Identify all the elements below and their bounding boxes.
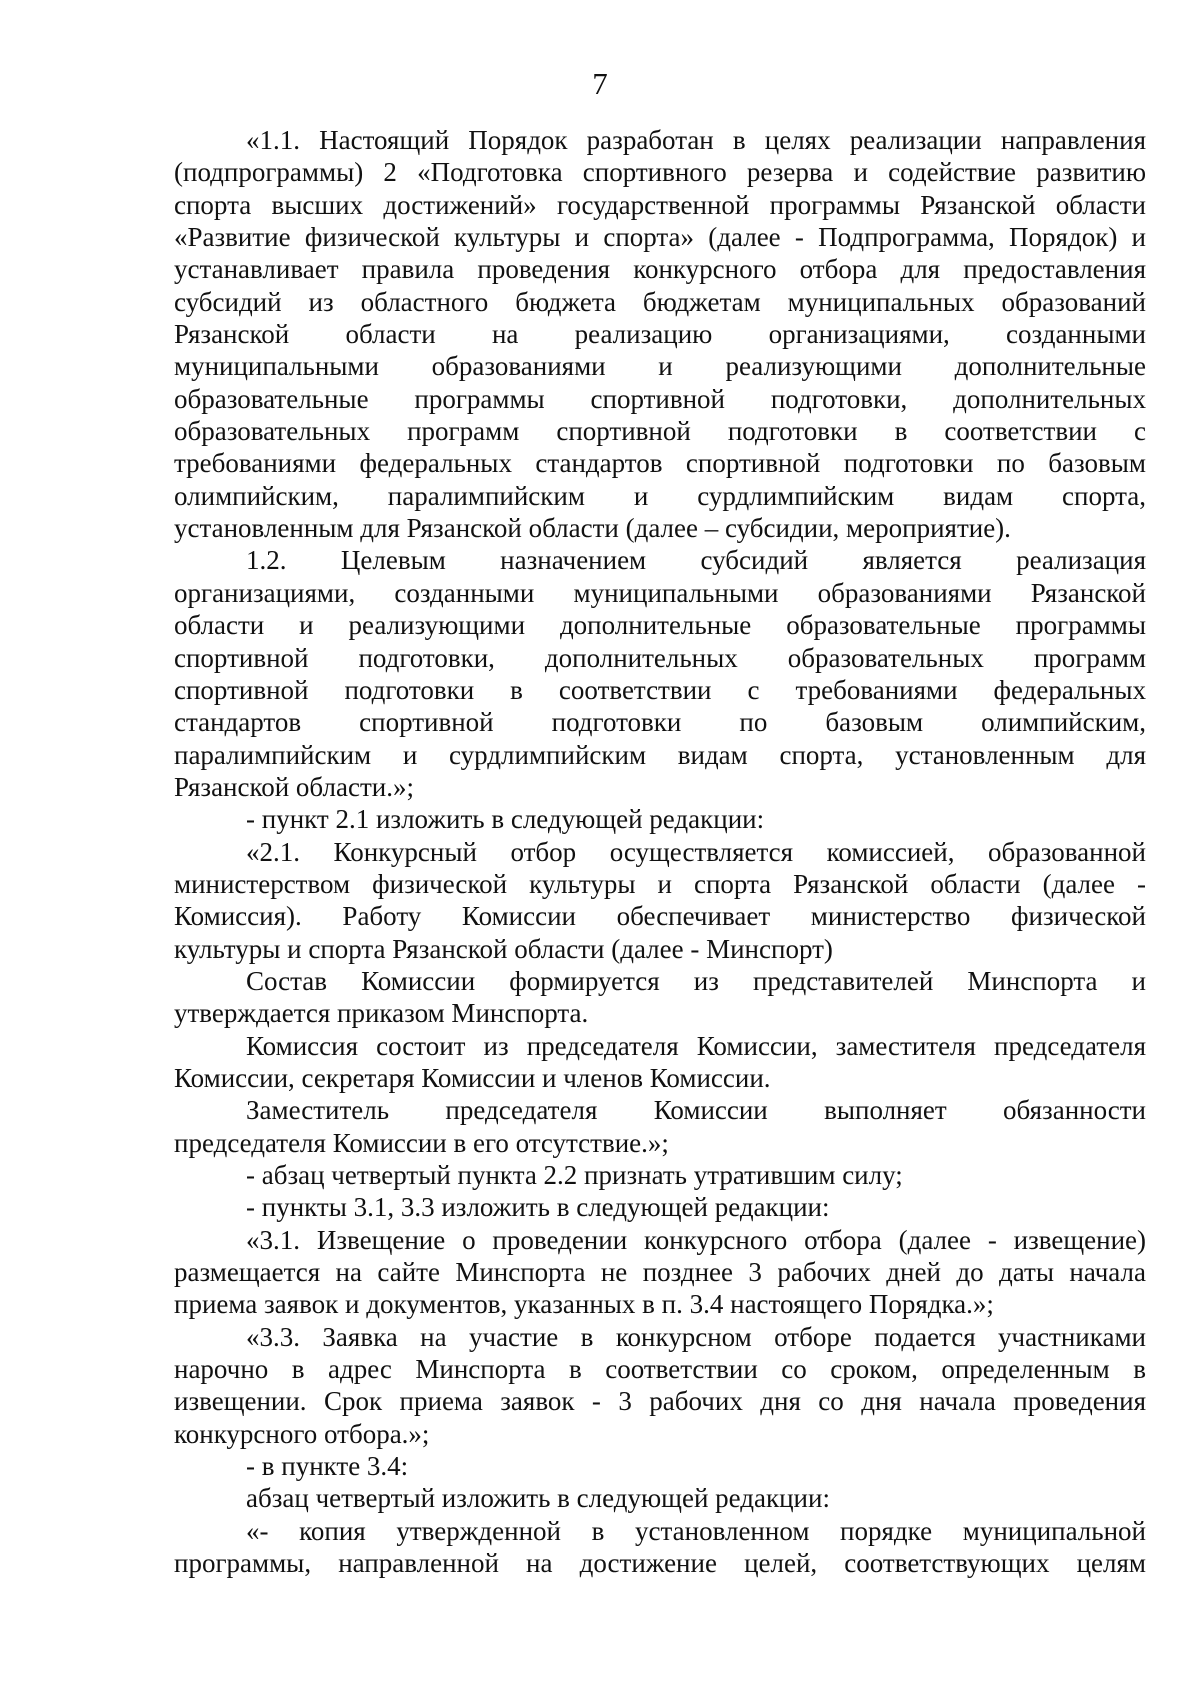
text-line: субсидий из областного бюджета бюджетам муниципальных образований: [174, 286, 1146, 317]
text-line: - пункт 2.1 изложить в следующей редакции:: [246, 804, 765, 835]
text-line: организациями, созданными муниципальными образованиями Рязанской: [174, 577, 1146, 608]
page-number: 7: [592, 66, 608, 101]
text-line: извещении. Срок приема заявок - 3 рабочих дня со дня начала проведения: [174, 1386, 1146, 1417]
text-line: «3.1. Извещение о проведении конкурсного отбора (далее - извещение): [246, 1224, 1146, 1255]
text-line: спортивной подготовки, дополнительных образовательных программ: [174, 642, 1146, 673]
text-line: приема заявок и документов, указанных в п. 3.4 настоящего Порядка.»;: [174, 1289, 994, 1320]
text-line: «- копия утвержденной в установленном порядке муниципальной: [246, 1515, 1146, 1546]
text-line: - абзац четвертый пункта 2.2 признать утратившим силу;: [246, 1160, 903, 1190]
text-line: установленным для Рязанской области (далее – субсидии, мероприятие).: [174, 513, 1011, 544]
text-line: муниципальными образованиями и реализующими дополнительные: [174, 351, 1146, 382]
text-line: конкурсного отбора.»;: [174, 1418, 430, 1449]
text-line: Комиссии, секретаря Комиссии и членов Комиссии.: [174, 1062, 771, 1093]
text-line: программы, направленной на достижение целей, соответствующих целям: [174, 1548, 1146, 1579]
text-line: председателя Комиссии в его отсутствие.»;: [174, 1127, 669, 1158]
text-line: Заместитель председателя Комиссии выполняет обязанности: [246, 1095, 1146, 1126]
text-line: утверждается приказом Минспорта.: [174, 998, 589, 1029]
text-line: стандартов спортивной подготовки по базовым олимпийским,: [174, 707, 1146, 738]
text-line: - в пункте 3.4:: [246, 1451, 409, 1482]
text-line: «Развитие физической культуры и спорта» (далее - Подпрограмма, Порядок) и: [174, 222, 1146, 253]
text-line: нарочно в адрес Минспорта в соответствии со сроком, определенным в: [174, 1354, 1146, 1385]
text-line: Рязанской области на реализацию организациями, созданными: [174, 319, 1146, 350]
text-line: 1.2. Целевым назначением субсидий является реализация: [246, 545, 1146, 576]
text-line: - пункты 3.1, 3.3 изложить в следующей редакции:: [246, 1192, 830, 1223]
text-line: олимпийским, паралимпийским и сурдлимпийским видам спорта,: [174, 480, 1146, 511]
text-line: области и реализующими дополнительные образовательные программы: [174, 610, 1146, 641]
text-line: требованиями федеральных стандартов спортивной подготовки по базовым: [174, 448, 1146, 479]
text-line: Состав Комиссии формируется из представителей Минспорта и: [246, 965, 1146, 996]
text-line: министерством физической культуры и спорта Рязанской области (далее -: [174, 868, 1146, 899]
text-line: спорта высших достижений» государственной программы Рязанской области: [174, 189, 1146, 220]
text-line: абзац четвертый изложить в следующей редакции:: [246, 1483, 830, 1514]
text-line: «1.1. Настоящий Порядок разработан в целях реализации направления: [246, 125, 1146, 155]
text-line: образовательных программ спортивной подготовки в соответствии с: [174, 416, 1146, 447]
text-line: устанавливает правила проведения конкурсного отбора для предоставления: [174, 254, 1146, 285]
text-line: паралимпийским и сурдлимпийским видам спорта, установленным для: [174, 739, 1146, 770]
text-line: спортивной подготовки в соответствии с требованиями федеральных: [174, 674, 1146, 705]
text-line: размещается на сайте Минспорта не позднее 3 рабочих дней до даты начала: [174, 1257, 1146, 1288]
document-body: [174, 124, 1146, 1579]
text-line: образовательные программы спортивной подготовки, дополнительных: [174, 383, 1146, 414]
text-line: Рязанской области.»;: [174, 771, 414, 802]
text-line: (подпрограммы) 2 «Подготовка спортивного резерва и содействие развитию: [174, 157, 1146, 188]
text-line: культуры и спорта Рязанской области (далее - Минспорт): [174, 933, 833, 964]
text-line: Комиссия состоит из председателя Комиссии, заместителя председателя: [246, 1030, 1146, 1061]
text-line: «3.3. Заявка на участие в конкурсном отборе подается участниками: [246, 1321, 1146, 1352]
text-line: «2.1. Конкурсный отбор осуществляется комиссией, образованной: [246, 836, 1146, 867]
text-line: Комиссия). Работу Комиссии обеспечивает министерство физической: [174, 901, 1146, 932]
